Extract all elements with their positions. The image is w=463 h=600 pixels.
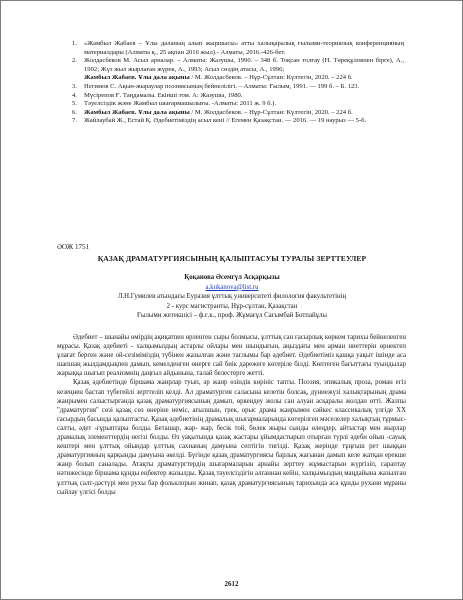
reference-item <box>72 74 404 83</box>
reference-number: 6. <box>72 108 77 116</box>
reference-number: 2. <box>72 57 77 65</box>
reference-text: / М. Жолдасбеков. – Нұр-Сұлтан: Күлтегін, 2020. – 224 б. <box>189 108 353 116</box>
author-program: 2 - курс магистранты, Нұр-сұлтан, Қазақстан <box>166 302 298 310</box>
reference-text: Мүсірепов Ғ. Таңдамалы. Екінші том. А: Жазушы, 1980. <box>84 91 243 99</box>
reference-item <box>72 109 404 118</box>
page-number: 2612 <box>224 580 239 588</box>
reference-text: Негимов С. Ақын-жыраулар поэзиясының бейнелілігі. – Алматы: Ғылым, 1991. — 199 б. – Б. 123. <box>84 82 360 90</box>
reference-text: Жайлаубай Ж., Естай Қ. Әдебиетіміздің асыл кені // Егемен Қазақстан. — 2016. — 19 наурыз — 5-б. <box>84 117 367 125</box>
reference-list <box>72 40 404 126</box>
reference-text: / М. Жолдасбеков. – Нұр-Сұлтан: Күлтегін, 2020. – 224 б. <box>189 74 353 82</box>
reference-bold-title: Жамбыл Жабаев. Ұлы дала ақыны <box>84 108 190 116</box>
author-affiliation: Л.Н.Гумилев атындағы Еуразия ұлттық университеті филология факультетінің <box>117 293 347 301</box>
author-supervisor: Ғылыми жетекшісі – ф.ғ.к., проф. Жұмағұл Сағымбай Ботпайұлы <box>137 312 327 320</box>
reference-number: 5. <box>72 100 77 108</box>
reference-number: 3. <box>72 82 77 90</box>
author-email-link[interactable]: a.kukanova@list.ru <box>205 283 259 291</box>
article-title: ҚАЗАҚ ДРАМАТУРГИЯСЫНЫҢ ҚАЛЫПТАСУЫ ТУРАЛЫ ЗЕРТТЕУЛЕР <box>97 254 367 263</box>
body-paragraph: Әдебиет – шынайы өмірдің ақиқатпен өрленген сыры болмысы, ұлттық сан ғасырлық көркем тарихы бейнеленген мұрасы. Қазақ әдебиеті - халқымыздың астарлы ойлары мен шындығын, аңыздағы мен арман ниеттерін өрнектеп ұлағат берген және ой-сезіміміздің түбінен жазылған және тағлымы бар әдебиет. Әдебиетіміз қашқа уақыт ішінде аса шапшаң жылдамдықпен дамып, кемелденген өнерге сай биік дәрежеге көтеріле білді. Көптеген бағыттағы туындылар жарыққа шығып реализмнің даңғыл айдынына, талай белестерге жетті. <box>57 334 406 378</box>
reference-item <box>72 57 404 74</box>
author-block <box>57 273 407 321</box>
reference-item <box>72 92 404 101</box>
reference-text: «Жамбыл Жабаев – Ұлы даланың алып жыршысы» атты халықаралық ғылыми-теориялық конференцияның материалдары (Алматы қ., 25 ақпан 2016 жыл).- Алматы, 2016.-426-бет. <box>84 40 404 56</box>
body-paragraph: Қазақ әдебиетінде біршама жанрлар туып, әр жанр өзіндік көрініс тапты. Поэзия, эпикалық проза, роман егіз кезеңнен бастап түбегейлі зерттеліп келді. Ал драматургия саласына келетін болсақ, дүниежүзі халықтарының драма жанрымен салыстырғанда қазақ драматургиясының дамып, өркендеу жолы сан алуан асқаралы жолдан өтті. Жалпы "драматургия" сөзі қазақ сөз өнеріне неміс, ағылшын, грек, орыс драма жанрымен сәйкес классикалық үлгіде ХХ ғасырдың басында қалыптасты. Қазақ әдебиетінің драмалық шығармаларында көтерілген мәселелер халықтың тұрмыс-салты, әдет -ғұрыптары болды. Беташар, жар- жар, бесік той, бөлек жыры сынды өлеңдер, айтыстар мен жырлар драмалық элементтердің негізі болды. Өз уақытында қазақ жастары ұйымдастырып отырған түрлі әдеби ойын -сауық кештері мен ұлттық ойындар ұлттық сахнаның дамуына септігін тигізді. Қазақ жерінде тұңғыш рет шыққан драматургияның қарқынды дамуына әкелді. Бүгінде қазақ драматургиясы барлық жағынан дамып келе жатқан ерекше жанр болып саналады. Атақты драматургтердің шығармаларын арнайы зерттеу жұмыстарын жүргізіп, сараптау нәтижесінде біршама құнды еңбектер жазылды. Қазақ тәуелсіздігін алғаннан кейін, халқымыздың маңдайына жазылған ұлттық салт-дәстүрі мен рухы бар фольклорын жинап, қазақ драматургиясының тарихында аса құнды рухани мұраны сыйлау үлгісі болды <box>57 379 406 496</box>
reference-text: Тәуелсіздік және Жамбыл шығармашылығы. -Алматы: 2011 ж. 9 б.). <box>84 100 277 108</box>
reference-number: 4. <box>72 91 77 99</box>
reference-number: 1. <box>72 40 77 47</box>
reference-bold-title: Жамбыл Жабаев. Ұлы дала ақыны <box>84 74 190 82</box>
reference-text: Жолдасбеков М. Асыл арналар. – Алматы: Жазушы, 1990. – 348 б. Тоқсан толғау (Н. Төреқұловпен бірге), А., 1992; Жүз жыл жырлаған жүрек, А., 1993; Асыл сөздің атасы, А., 1996; <box>84 57 404 73</box>
udc-code: ӘОЖ 1751 <box>57 243 89 251</box>
author-name: Қоқанова Әсемгүл Асқарқызы <box>184 274 280 281</box>
reference-item <box>72 83 404 92</box>
reference-item <box>72 100 404 109</box>
reference-number: 7. <box>72 117 77 125</box>
reference-item <box>72 40 404 57</box>
article-body <box>57 333 406 497</box>
reference-item <box>72 117 404 126</box>
